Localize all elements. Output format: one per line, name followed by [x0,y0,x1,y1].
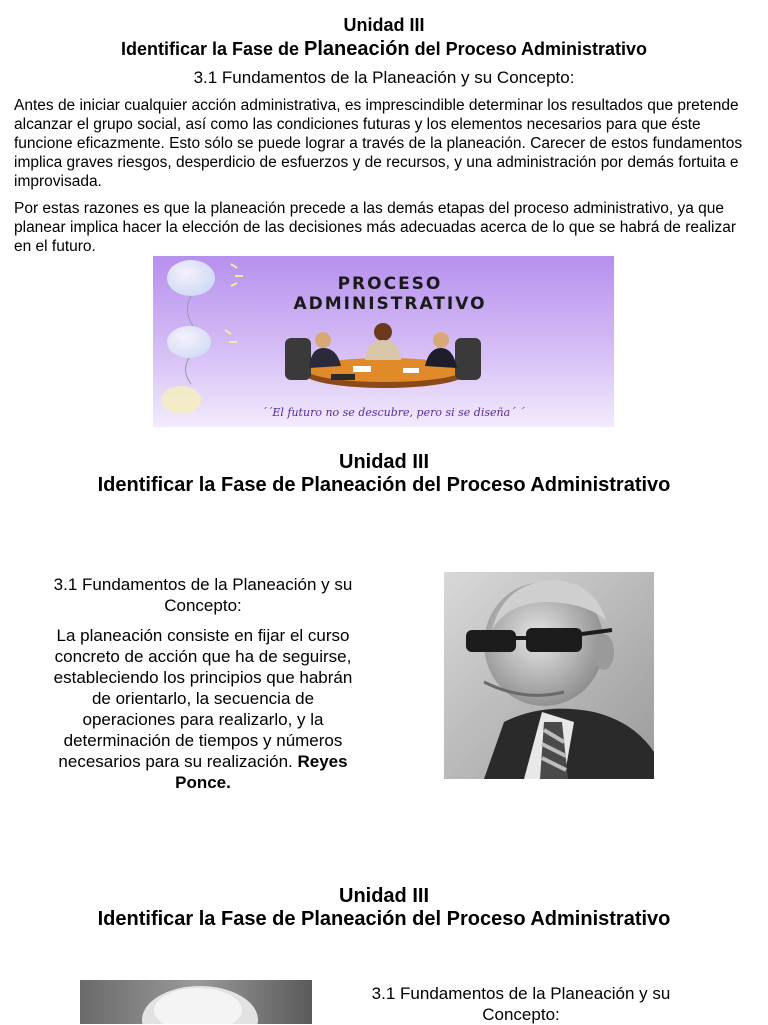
reyes-ponce-portrait [444,572,654,779]
slide2-definition [44,625,362,793]
slide1-title-part2: Planeación [304,38,410,60]
slide2-author: Reyes Ponce. [175,752,348,792]
banner-illustration [153,256,614,427]
slide1-title-part3: del Proceso Administrativo [409,39,648,59]
slide3-unit-heading: Unidad III [339,885,429,907]
slide1-title [0,37,768,61]
banner-heading-line1: PROCESO [337,274,443,294]
slide1-unit-heading: Unidad III [343,15,425,35]
slide1-paragraph-2: Por estas razones es que la planeación precede a las demás etapas del proceso administrativo, ya que planear implica hacer la elección de las decisiones más adecuadas acerca de lo que se habrá de realizar en el futuro. [14,200,737,255]
slide2-unit-heading: Unidad III [339,451,429,473]
banner-heading-line2: ADMINISTRATIVO [293,294,487,314]
slide1-subtitle: 3.1 Fundamentos de la Planeación y su Concepto: [193,68,575,87]
slide2-title: Identificar la Fase de Planeación del Proceso Administrativo [97,474,671,496]
slide3-title: Identificar la Fase de Planeación del Proceso Administrativo [97,908,671,930]
slide1-paragraph-1: Antes de iniciar cualquier acción administrativa, es imprescindible determinar los resultados que pretende alcanzar el grupo social, así como las condiciones futuras y los elementos necesarios para que éste funcione eficazmente. Esto sólo se puede lograr a través de la planeación. Carecer de estos fundamentos implica graves riesgos, desperdicio de esfuerzos y de recursos, y una administración por demás fortuita e improvisada. [14,97,743,190]
portrait-photo [444,572,654,779]
banner-quote: ´´El futuro no se descubre, pero si se diseña´ ´ [261,406,525,419]
portrait-photo-cropped [80,980,312,1024]
slide1-title-part1: Identificar la Fase de [120,39,305,59]
slide2-definition-text: La planeación consiste en fijar el curso concreto de acción que ha de seguirse, estableciendo los principios que habrán de orientarlo, la secuencia de operaciones para realizarlo, y la determinación de tiempos y números necesarios para su realización. [53,626,353,771]
slide3-subtitle: 3.1 Fundamentos de la Planeación y su Concepto: [371,984,671,1024]
process-banner-image [153,256,614,427]
slide2-subtitle: 3.1 Fundamentos de la Planeación y su Concepto: [53,575,353,615]
author-portrait-partial [80,980,312,1024]
